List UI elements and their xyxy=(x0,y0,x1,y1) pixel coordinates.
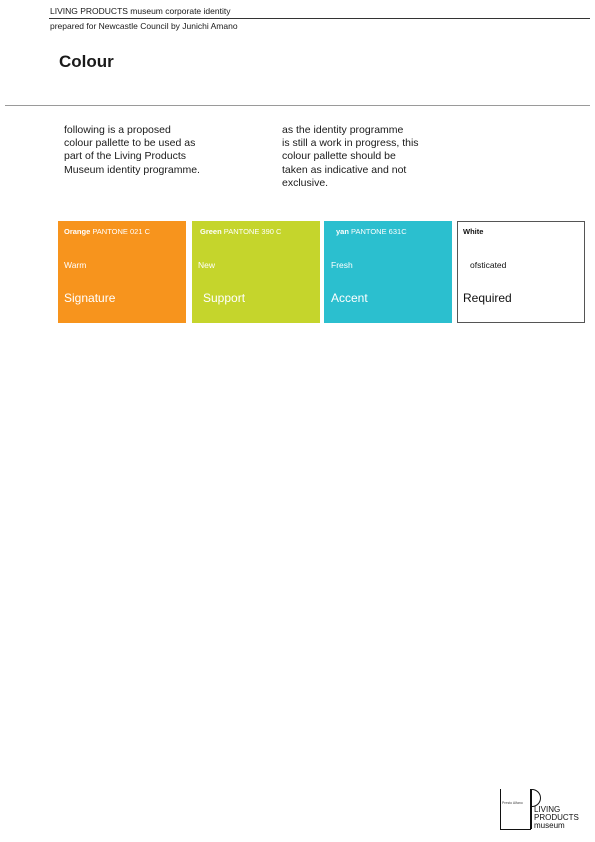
swatch-mood: New xyxy=(198,260,216,270)
logo-bracket-shape xyxy=(500,789,531,830)
swatch-name: White xyxy=(463,227,484,236)
swatch-name: Green PANTONE 390 C xyxy=(200,227,282,236)
swatch-name: yan PANTONE 631C xyxy=(336,227,407,236)
swatch-mood: Warm xyxy=(64,260,87,270)
section-divider xyxy=(5,105,590,106)
swatch-cyan xyxy=(324,221,452,323)
header-divider xyxy=(49,18,590,19)
swatch-role: Support xyxy=(203,291,246,305)
logo-word-living: LIVING xyxy=(534,805,561,814)
swatch-role: Accent xyxy=(331,291,368,305)
header-line-2: prepared for Newcastle Council by Junichi Amano xyxy=(50,21,238,31)
living-products-logo xyxy=(499,787,579,833)
swatch-role: Required xyxy=(463,291,512,305)
logo-word-products: PRODUCTS xyxy=(534,813,579,822)
swatch-mood: ofsticated xyxy=(470,260,507,270)
logo-word-museum: museum xyxy=(534,821,565,830)
page-title: Colour xyxy=(59,52,114,71)
logo-tagline: Presto Alfano xyxy=(502,801,523,805)
intro-paragraph-right: as the identity programme is still a work in progress, this colour pallette should be taken as indicative and not exclusive. xyxy=(282,124,419,189)
swatch-orange xyxy=(58,221,186,323)
header-line-1: LIVING PRODUCTS museum corporate identity xyxy=(50,6,231,16)
swatch-mood: Fresh xyxy=(331,260,353,270)
swatch-role: Signature xyxy=(64,291,116,305)
intro-paragraph-left: following is a proposed colour pallette to be used as part of the Living Products Museum identity programme. xyxy=(64,124,200,176)
swatch-name: Orange PANTONE 021 C xyxy=(64,227,151,236)
swatch-green xyxy=(192,221,320,323)
swatch-white xyxy=(457,221,585,323)
